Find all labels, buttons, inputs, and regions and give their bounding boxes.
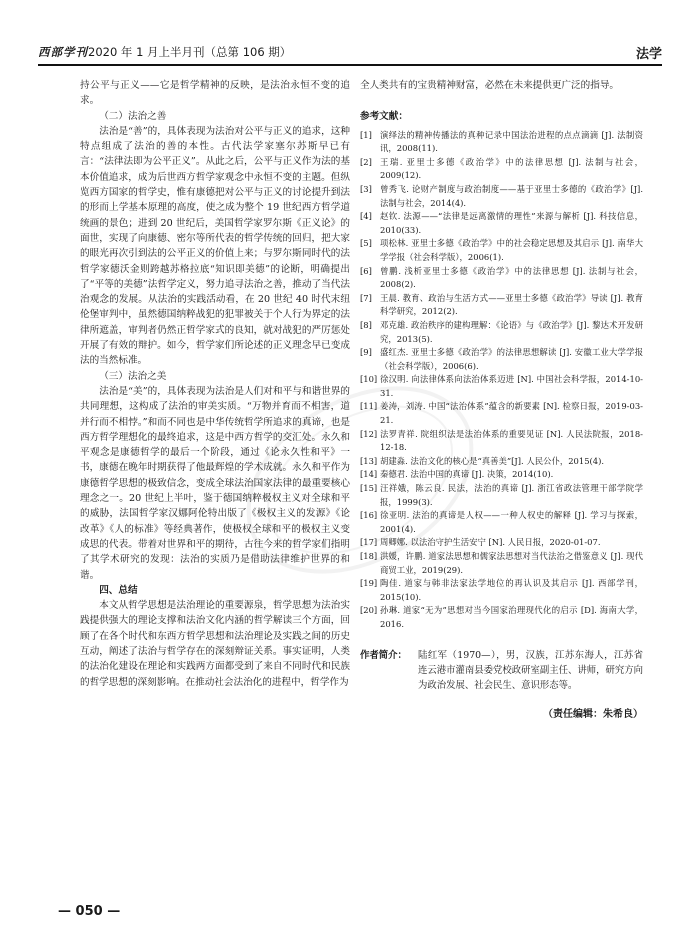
reference-number: [9] [360, 347, 372, 358]
reference-item [360, 536, 643, 550]
reference-item [360, 265, 643, 292]
reference-item [360, 604, 643, 631]
reference-item [360, 129, 643, 156]
reference-text: 陶佳. 道家与韩非法家法学地位的再认识及其启示 [J]. 西部学刊，2015(10). [380, 578, 643, 602]
reference-item [360, 319, 643, 346]
journal-issue-line [38, 44, 291, 60]
reference-item [360, 577, 643, 604]
reference-number: [20] [360, 605, 378, 616]
reference-item [360, 373, 643, 400]
body-paragraph: 持公平与正义——它是哲学精神的反映，是法治永恒不变的追求。 [80, 80, 350, 107]
reference-text: 徐亚明. 法治的真谛是人权——一种人权史的解释 [J]. 学习与探索，2001(4). [380, 510, 643, 534]
section-heading: 四、总结 [99, 584, 138, 596]
reference-text: 洪媛，许鹏. 道家法思想和儒家法思想对当代法治之借鉴意义 [J]. 现代商贸工业，2019(29). [380, 551, 643, 575]
reference-number: [6] [360, 265, 372, 276]
author-label: 作者简介： [360, 649, 407, 661]
reference-item [360, 509, 643, 536]
responsible-editor: （责任编辑：朱希良） [543, 708, 643, 720]
reference-item [360, 183, 643, 210]
reference-text: 周卿娜. 以法治守护生活安宁 [N]. 人民日报，2020-01-07. [380, 537, 601, 548]
subsection-heading: （二）法治之善 [99, 110, 167, 122]
reference-number: [2] [360, 156, 372, 167]
reference-item [360, 400, 643, 427]
reference-number: [8] [360, 319, 372, 330]
reference-number: [10] [360, 374, 378, 385]
journal-logo: 西部学刊 [38, 45, 88, 59]
references-title: 参考文献： [360, 111, 408, 123]
reference-text: 法罗青祥. 院组织法是法治体系的重要见证 [N]. 人民法院报，2018-12-18. [380, 428, 643, 453]
reference-number: [14] [360, 469, 378, 480]
reference-item [360, 237, 643, 264]
reference-text: 盛红杰. 亚里士多德《政治学》的法律思想解读 [J]. 安徽工业大学学报（社会科学版），2006(6). [380, 347, 643, 371]
reference-text: 王瑞. 亚里士多德《政治学》中的法律思想 [J]. 法制与社会，2009(12). [380, 156, 643, 181]
reference-text: 赵钦. 法源——“法律是远离激情的理性”来源与解析 [J]. 科技信息，2010(33). [380, 211, 643, 235]
subsection-heading: （三）法治之美 [99, 370, 167, 382]
section-label: 法学 [635, 47, 662, 62]
reference-number: [19] [360, 578, 378, 589]
reference-text: 王晨. 教育、政治与生活方式——亚里士多德《政治学》导读 [J]. 教育科学研究，2012(2). [380, 292, 643, 317]
body-paragraph: 法治是“善”的，具体表现为法治对公平与正义的追求，这种特点组成了法治的善的本性。古代法学家塞尔苏斯早已有言：“法律法即为公平正义”。从此之后，公平与正义作为法的基本价值追求，成为后世西方哲学家观念中永恒不变的主题。但纵览西方国家的哲学史，惟有康德把对公平与正义的讨论提升到法的形而上学基本原理的高度，使之成为整个 19 世纪西方哲学道统画的景色；进到 20 世纪后，美国哲学家罗尔斯《正义论》的面世，实现了向康德、密尔等所代表的哲学传统的回归，把大家的眼光再次引到法的公平正义的价值上来；与罗尔斯同时代的法哲学家德沃金则跨越苏格拉底“知识即美德”的论断，明确提出了“平等的美德”法哲学定义，努力追寻法治之善，推动了当代法治观念的发展。从法治的实践活动看，在 20 世纪 40 时代末纽伦堡审判中，虽然德国纳粹战犯的犯罪被关于个人行为界定的法律所遮盖，审判者仍然正哲学家式的良知，就对战犯的严厉惩处开展了有效的辩护。如今，哲学家们所论述的正义理念早已变成法的当然标准。 [80, 125, 350, 367]
reference-number: [11] [360, 401, 378, 412]
reference-item [360, 468, 643, 482]
reference-number: [16] [360, 510, 378, 521]
body-paragraph: 本文从哲学思想是法治理论的重要源泉，哲学思想为法治实践提供强大的理论支撑和法治文化内涵的哲学解读三个方面，回顾了在各个时代和东西方哲学思想和法治理论及实践之间的历史互动，阐述了法治与哲学存在的深刻辩证关系。事实证明，人类的法治化建设在理论和实践两方面都受到了来自不同时代和民族的哲学思想的深刻影响。在推动社会法治化的进程中，哲学作为 [80, 600, 350, 688]
reference-text: 姜涛，刘涛. 中国“法治体系”蕴含的新要素 [N]. 检察日报，2019-03-21. [380, 401, 643, 426]
reference-item [360, 550, 643, 577]
reference-number: [1] [360, 129, 372, 140]
reference-text: 秦德君. 法治中国的真谛 [J]. 决策，2014(10). [380, 469, 554, 480]
reference-item [360, 455, 643, 469]
reference-text: 徐汉明. 向法律体系向法治体系迈进 [N]. 中国社会科学报，2014-10-31. [380, 374, 643, 398]
reference-item [360, 210, 643, 237]
page-number: — 050 — [58, 904, 121, 919]
reference-text: 项松林. 亚里士多德《政治学》中的社会稳定思想及其启示 [J]. 南华大学学报（社会科学版），2006(1). [380, 238, 643, 262]
reference-text: 演绎法的精神传播法的真种记录中国法治进程的点点滴滴 [J]. 法制资讯，2008(11). [380, 129, 643, 154]
reference-number: [18] [360, 551, 378, 561]
reference-item [360, 428, 643, 455]
reference-number: [4] [360, 211, 372, 222]
conclusion-continuation: 全人类共有的宝贵精神财富，必然在未来提供更广泛的指导。 [360, 80, 620, 91]
reference-text: 胡建淼. 法治文化的核心是“真善美”[J]. 人民公仆，2015(4). [380, 455, 605, 466]
reference-item [360, 346, 643, 373]
author-text: 陆红军（1970—），男，汉族，江苏东海人，江苏省连云港市灌南县委党校政研室副主任、讲师，研究方向为政治发展、社会民生、意识形态等。 [418, 649, 644, 691]
reference-number: [5] [360, 238, 372, 249]
reference-text: 邓克雄. 政治秩序的建构理解：《论语》与《政治学》[J]. 黎达术开发研究，2013(5). [380, 319, 643, 344]
right-column [360, 78, 643, 722]
reference-number: [12] [360, 428, 378, 439]
reference-number: [13] [360, 455, 378, 466]
body-paragraph: 法治是“美”的，具体表现为法治是人们对和平与和谐世界的共同理想，这构成了法治的审美实质。“万物并育而不相害，道并行而不相悖。”和而不同也是中华传统哲学所追求的真谛，也是西方哲学理想化的最终追求，这是中西方哲学的交汇处。永久和平观念是康德哲学的最后一个阶段，通过《论永久性和平》一书，康德在晚年时期获得了他最辉煌的学术成就。永久和平作为康德哲学思想的极致信念，变成全球法治国家法律的最重要核心理念之一。20 世纪上半叶，鉴于德国纳粹极权主义对全球和平的威胁，法国哲学家汉娜阿伦特出版了《极权主义的发源》《论改革》《人的标准》等经典著作，使极权全球和平的极权主义变成思的代表。带着对世界和平的期待，古往今来的哲学家们指明了其学术研究的发现：法治的实质乃是借助法律维护世界的和谐。 [80, 385, 350, 581]
references-list [360, 129, 643, 632]
reference-item [360, 482, 643, 509]
running-header [38, 42, 662, 66]
reference-number: [15] [360, 483, 378, 494]
reference-item [360, 292, 643, 319]
reference-number: [3] [360, 183, 372, 194]
reference-text: 孙琳. 道家“无为”思想对当今国家治理现代化的启示 [D]. 海南大学，2016. [380, 605, 643, 629]
reference-text: 汪祥娥，陈云良. 民法，法治的真谛 [J]. 浙江省政法管理干部学院学报，1999(3). [380, 483, 643, 507]
issue-info: 2020 年 1 月上半月刊（总第 106 期） [88, 45, 292, 59]
reference-text: 曾鹏. 浅析亚里士多德《政治学》中的法律思想 [J]. 法制与社会，2008(2). [380, 265, 643, 290]
author-bio [360, 648, 643, 693]
reference-number: [7] [360, 292, 372, 303]
reference-number: [17] [360, 537, 378, 548]
reference-text: 曾秀飞. 论财产制度与政治制度——基于亚里士多德的《政治学》[J]. 法制与社会，2014(4). [380, 183, 643, 208]
reference-item [360, 156, 643, 183]
left-column [80, 78, 350, 690]
